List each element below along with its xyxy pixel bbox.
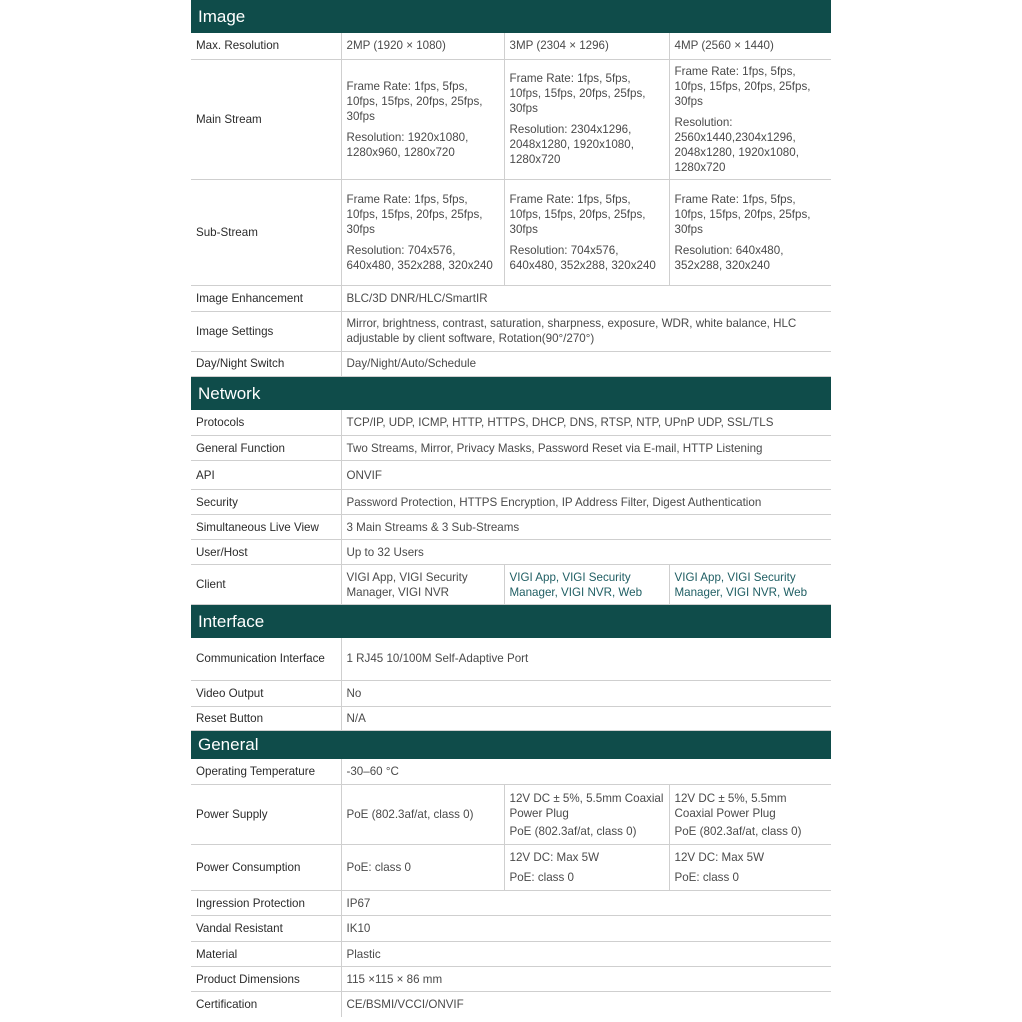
spec-value (341, 179, 504, 285)
resolution-text: Resolution: 640x480, 352x288, 320x240 (674, 243, 784, 272)
spec-value: IK10 (341, 916, 831, 942)
table-row (191, 490, 831, 515)
table-row (191, 33, 831, 59)
general-spec-table (191, 759, 831, 1017)
table-row (191, 845, 831, 891)
spec-value: ONVIF (341, 461, 831, 490)
spec-value: BLC/3D DNR/HLC/SmartIR (341, 285, 831, 311)
power-text: 12V DC ± 5%, 5.5mm Coaxial Power Plug (674, 791, 787, 820)
table-row (191, 992, 831, 1017)
spec-label: Security (191, 490, 341, 515)
spec-label: Operating Temperature (191, 759, 341, 785)
spec-value: VIGI App, VIGI Security Manager, VIGI NVR, Web (504, 565, 669, 605)
spec-value (341, 59, 504, 179)
frame-rate-text: Frame Rate: 1fps, 5fps, 10fps, 15fps, 20fps, 25fps, 30fps (509, 72, 646, 115)
table-row (191, 540, 831, 565)
table-row (191, 311, 831, 351)
spec-label: Protocols (191, 410, 341, 436)
power-text: PoE: class 0 (674, 871, 739, 884)
section-header-network: Network (191, 377, 831, 410)
table-row (191, 759, 831, 785)
spec-value: PoE (802.3af/at, class 0) (341, 785, 504, 845)
table-row (191, 410, 831, 436)
spec-value (504, 785, 669, 845)
spec-label: Sub-Stream (191, 179, 341, 285)
power-text: PoE (802.3af/at, class 0) (509, 824, 637, 838)
table-row (191, 942, 831, 967)
spec-value (669, 845, 831, 891)
spec-value (669, 785, 831, 845)
spec-label: Day/Night Switch (191, 351, 341, 376)
spec-label: Certification (196, 997, 258, 1011)
table-row (191, 285, 831, 311)
table-row (191, 351, 831, 376)
table-row (191, 638, 831, 680)
spec-value (669, 179, 831, 285)
spec-value: -30–60 °C (341, 759, 831, 785)
section-header-image: Image (191, 0, 831, 33)
spec-value: 115 ×115 × 86 mm (341, 967, 831, 992)
spec-label: Main Stream (191, 59, 341, 179)
table-row (191, 916, 831, 942)
table-row (191, 785, 831, 845)
spec-label: Image Enhancement (191, 285, 341, 311)
spec-label: Ingression Protection (191, 891, 341, 916)
spec-label: Client (191, 565, 341, 605)
resolution-text: Resolution: 2304x1296, 2048x1280, 1920x1080, 1280x720 (509, 123, 634, 166)
spec-label: Communication Interface (191, 638, 341, 680)
resolution-text: Resolution: 2560x1440,2304x1296, 2048x1280, 1920x1080, 1280x720 (674, 115, 799, 174)
spec-value: N/A (341, 706, 831, 730)
table-row (191, 59, 831, 179)
spec-value: VIGI App, VIGI Security Manager, VIGI NVR, Web (669, 565, 831, 605)
spec-label: Simultaneous Live View (191, 515, 341, 540)
spec-value: PoE: class 0 (341, 845, 504, 891)
spec-value: Plastic (341, 942, 831, 967)
interface-spec-table (191, 638, 831, 731)
resolution-text: Resolution: 704x576, 640x480, 352x288, 320x240 (346, 243, 493, 272)
frame-rate-text: Frame Rate: 1fps, 5fps, 10fps, 15fps, 20fps, 25fps, 30fps (346, 192, 483, 236)
spec-label: Reset Button (191, 706, 341, 730)
table-row (191, 891, 831, 916)
resolution-text: Resolution: 1920x1080, 1280x960, 1280x720 (346, 130, 469, 159)
spec-value (669, 59, 831, 179)
spec-label: Max. Resolution (191, 33, 341, 59)
spec-value: 3 Main Streams & 3 Sub-Streams (341, 515, 831, 540)
spec-label: Video Output (191, 680, 341, 706)
spec-value: 3MP (2304 × 1296) (504, 33, 669, 59)
table-row (191, 179, 831, 285)
spec-label: General Function (191, 436, 341, 461)
spec-value: VIGI App, VIGI Security Manager, VIGI NVR (341, 565, 504, 605)
power-text: 12V DC: Max 5W (674, 851, 765, 864)
spec-value: Up to 32 Users (341, 540, 831, 565)
frame-rate-text: Frame Rate: 1fps, 5fps, 10fps, 15fps, 20fps, 25fps, 30fps (674, 192, 811, 236)
power-text: PoE: class 0 (509, 871, 574, 884)
spec-label: Power Supply (191, 785, 341, 845)
spec-label: Material (191, 942, 341, 967)
spec-value: IP67 (341, 891, 831, 916)
spec-value: 1 RJ45 10/100M Self-Adaptive Port (341, 638, 831, 680)
power-text: PoE (802.3af/at, class 0) (674, 824, 802, 838)
spec-label: Product Dimensions (191, 967, 341, 992)
table-row (191, 706, 831, 730)
spec-value: Day/Night/Auto/Schedule (341, 351, 831, 376)
spec-value: Password Protection, HTTPS Encryption, IP Address Filter, Digest Authentication (341, 490, 831, 515)
spec-label: User/Host (191, 540, 341, 565)
spec-value: 2MP (1920 × 1080) (341, 33, 504, 59)
spec-label: Power Consumption (191, 845, 341, 891)
section-header-general: General (191, 731, 831, 759)
power-text: 12V DC ± 5%, 5.5mm Coaxial Power Plug (509, 791, 664, 820)
table-row (191, 967, 831, 992)
spec-sheet (191, 0, 831, 1017)
table-row (191, 436, 831, 461)
resolution-text: Resolution: 704x576, 640x480, 352x288, 320x240 (509, 243, 656, 272)
spec-value: TCP/IP, UDP, ICMP, HTTP, HTTPS, DHCP, DNS, RTSP, NTP, UPnP UDP, SSL/TLS (341, 410, 831, 436)
spec-value (504, 845, 669, 891)
section-header-interface: Interface (191, 605, 831, 638)
spec-value: Two Streams, Mirror, Privacy Masks, Password Reset via E-mail, HTTP Listening (341, 436, 831, 461)
power-text: 12V DC: Max 5W (509, 851, 600, 864)
spec-value: 4MP (2560 × 1440) (669, 33, 831, 59)
spec-value (504, 179, 669, 285)
spec-label: Vandal Resistant (191, 916, 341, 942)
table-row (191, 680, 831, 706)
spec-value: No (341, 680, 831, 706)
frame-rate-text: Frame Rate: 1fps, 5fps, 10fps, 15fps, 20fps, 25fps, 30fps (674, 64, 811, 108)
image-spec-table (191, 33, 831, 377)
frame-rate-text: Frame Rate: 1fps, 5fps, 10fps, 15fps, 20fps, 25fps, 30fps (346, 79, 483, 123)
spec-value: CE/BSMI/VCCI/ONVIF (341, 992, 831, 1017)
spec-label: API (191, 461, 341, 490)
network-spec-table (191, 410, 831, 606)
table-row (191, 515, 831, 540)
spec-value (504, 59, 669, 179)
table-row (191, 461, 831, 490)
frame-rate-text: Frame Rate: 1fps, 5fps, 10fps, 15fps, 20fps, 25fps, 30fps (509, 192, 646, 236)
spec-value: Mirror, brightness, contrast, saturation, sharpness, exposure, WDR, white balance, HLC adjustable by client software, Rotation(90°/270°) (341, 311, 831, 351)
spec-label: Image Settings (191, 311, 341, 351)
table-row (191, 565, 831, 605)
